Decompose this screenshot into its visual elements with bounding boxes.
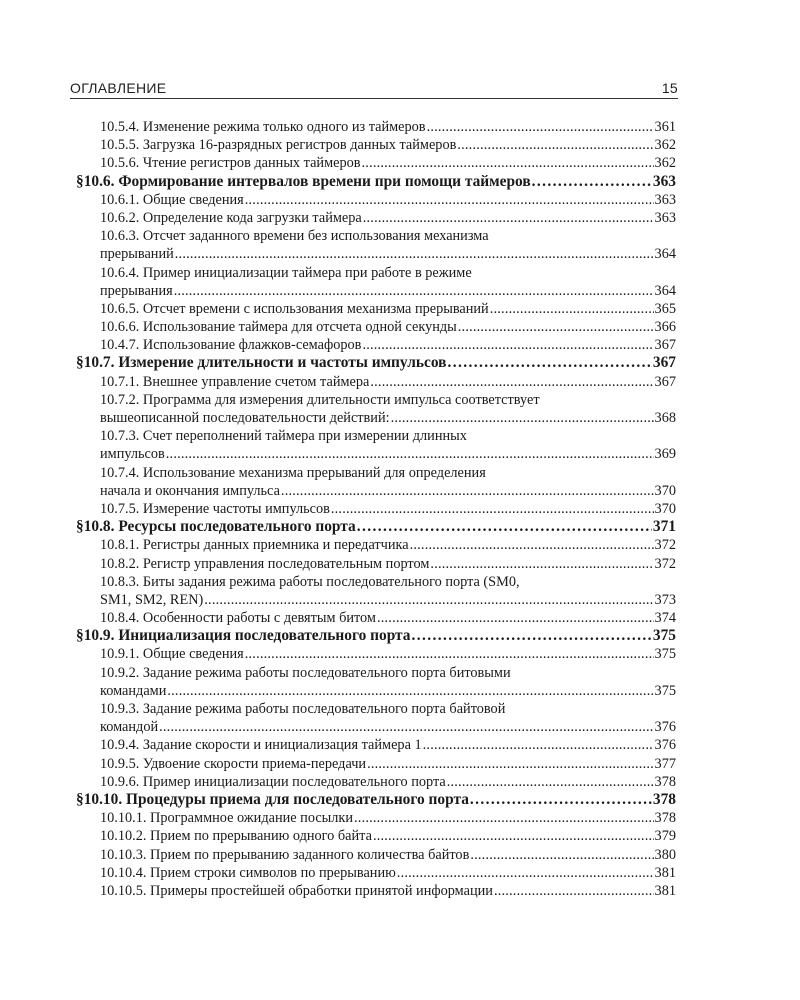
toc-entry-title: прерываний — [100, 246, 174, 263]
toc-entry[interactable] — [76, 609, 676, 627]
toc-entry[interactable] — [76, 191, 676, 209]
toc-entry-page: 365 — [654, 300, 676, 317]
toc-entry[interactable] — [76, 536, 676, 554]
toc-entry-page: 363 — [654, 191, 676, 208]
toc-entry[interactable] — [76, 282, 676, 300]
dot-leader — [159, 718, 653, 736]
toc-entry-page: 367 — [652, 354, 676, 372]
table-of-contents — [76, 118, 676, 900]
toc-entry-title: вышеописанной последовательности действий: — [100, 410, 390, 426]
toc-entry-page: 374 — [654, 610, 676, 627]
running-header — [70, 76, 678, 96]
toc-entry-title: 10.5.5. Загрузка 16-разрядных регистров данных таймеров — [100, 137, 457, 154]
toc-entry-title: 10.9.3. Задание режима работы последовательного порта байтовой — [100, 701, 506, 717]
toc-entry-page: 369 — [654, 446, 676, 463]
header-title: ОГЛАВЛЕНИЕ — [70, 80, 167, 96]
toc-entry[interactable] — [76, 846, 676, 864]
dot-leader — [331, 500, 654, 518]
toc-entry-title: импульсов — [100, 446, 165, 463]
toc-entry-page: 375 — [654, 646, 676, 663]
toc-entry-title: §10.7. Измерение длительности и частоты импульсов — [76, 354, 447, 372]
dot-leader — [245, 191, 654, 209]
toc-entry-title: 10.7.3. Счет переполнений таймера при измерении длинных — [100, 428, 467, 445]
dot-leader — [354, 809, 654, 827]
toc-entry-page: 375 — [654, 682, 676, 699]
toc-entry[interactable] — [76, 154, 676, 172]
toc-entry[interactable] — [76, 573, 676, 591]
toc-entry-page: 376 — [654, 737, 676, 754]
toc-entry-page: 381 — [654, 864, 676, 881]
toc-entry-page: 378 — [652, 790, 676, 808]
dot-leader — [204, 591, 653, 609]
toc-entry-title: 10.9.2. Задание режима работы последовательного порта битовыми — [100, 664, 511, 681]
dot-leader — [362, 336, 653, 354]
toc-entry-title: 10.9.4. Задание скорости и инициализация таймера 1 — [100, 737, 422, 754]
dot-leader — [363, 209, 654, 227]
toc-entry[interactable] — [76, 555, 676, 573]
toc-entry-title: 10.10.2. Прием по прерыванию одного байта — [100, 828, 372, 845]
toc-entry[interactable] — [76, 227, 676, 245]
toc-entry-title: §10.6. Формирование интервалов времени при помощи таймеров — [76, 172, 531, 190]
dot-leader — [423, 736, 654, 754]
toc-entry[interactable] — [76, 682, 676, 700]
toc-entry[interactable] — [76, 664, 676, 682]
toc-entry[interactable] — [76, 500, 676, 518]
toc-entry-title: 10.8.4. Особенности работы с девятым битом — [100, 610, 376, 627]
dot-leader — [490, 300, 654, 318]
dot-leader — [367, 755, 653, 773]
dot-leader — [470, 791, 652, 809]
toc-entry-page: 368 — [654, 410, 676, 426]
toc-entry-page: 367 — [654, 337, 676, 354]
toc-entry-page: 362 — [654, 137, 676, 154]
dot-leader — [377, 609, 654, 627]
dot-leader — [357, 518, 652, 536]
dot-leader — [427, 118, 654, 136]
dot-leader — [458, 318, 654, 336]
dot-leader — [167, 682, 653, 700]
toc-entry-title: 10.4.7. Использование флажков-семафоров — [100, 337, 362, 354]
toc-entry[interactable] — [76, 827, 676, 845]
dot-leader — [430, 555, 653, 573]
toc-entry-title: 10.9.6. Пример инициализации последовательного порта — [100, 773, 446, 790]
dot-leader — [397, 864, 654, 882]
toc-entry[interactable] — [76, 409, 676, 427]
toc-entry-page: 378 — [654, 810, 676, 827]
toc-entry[interactable] — [76, 809, 676, 827]
toc-entry-page: 364 — [654, 246, 676, 263]
toc-entry[interactable] — [76, 209, 676, 227]
toc-entry[interactable] — [76, 700, 676, 718]
toc-entry-title: начала и окончания импульса — [100, 482, 280, 499]
toc-entry-title: 10.5.4. Изменение режима только одного из таймеров — [100, 119, 426, 135]
toc-entry[interactable] — [76, 482, 676, 500]
toc-entry-title: 10.6.3. Отсчет заданного времени без использования механизма — [100, 228, 489, 245]
toc-entry-page: 381 — [654, 882, 676, 899]
toc-entry[interactable] — [76, 336, 676, 354]
dot-leader — [447, 773, 654, 791]
toc-entry[interactable] — [76, 864, 676, 882]
toc-entry[interactable] — [76, 136, 676, 154]
toc-entry-page: 380 — [654, 846, 676, 863]
toc-entry-title: 10.7.1. Внешнее управление счетом таймера — [100, 373, 370, 390]
toc-entry-page: 379 — [654, 828, 676, 845]
toc-entry-page: 372 — [654, 555, 676, 572]
toc-entry[interactable] — [76, 755, 676, 773]
toc-entry[interactable] — [76, 736, 676, 754]
toc-entry-title: командой — [100, 719, 159, 736]
toc-entry-title: 10.10.5. Примеры простейшей обработки принятой информации — [100, 882, 493, 899]
header-page-number: 15 — [661, 80, 678, 96]
toc-entry-title: §10.8. Ресурсы последовательного порта — [76, 518, 356, 536]
toc-entry-title: 10.9.5. Удвоение скорости приема-передачи — [100, 755, 367, 772]
toc-entry-page: 361 — [654, 119, 676, 135]
dot-leader — [362, 154, 654, 172]
toc-entry-title: прерывания — [100, 282, 173, 299]
header-rule — [70, 98, 678, 99]
toc-entry[interactable] — [76, 464, 676, 482]
toc-entry-page: 376 — [654, 719, 676, 736]
toc-entry-page: 364 — [654, 282, 676, 299]
toc-entry-title: §10.9. Инициализация последовательного порта — [76, 627, 411, 645]
toc-entry-page: 367 — [654, 373, 676, 390]
toc-entry[interactable] — [76, 318, 676, 336]
toc-entry-page: 362 — [654, 155, 676, 172]
dot-leader — [447, 354, 651, 372]
toc-entry-page: 363 — [654, 209, 676, 226]
toc-entry-title: 10.8.3. Биты задания режима работы последовательного порта (SM0, — [100, 573, 520, 590]
toc-section-entry[interactable] — [76, 791, 676, 809]
toc-entry[interactable] — [76, 427, 676, 445]
toc-entry[interactable] — [76, 445, 676, 463]
toc-entry-page: 372 — [654, 537, 676, 554]
toc-entry-title: 10.9.1. Общие сведения — [100, 646, 244, 663]
toc-entry[interactable] — [76, 718, 676, 736]
toc-entry-title: 10.6.2. Определение кода загрузки таймера — [100, 209, 362, 226]
toc-entry-title: §10.10. Процедуры приема для последовательного порта — [76, 790, 469, 808]
toc-entry[interactable] — [76, 373, 676, 391]
toc-section-entry[interactable] — [76, 354, 676, 372]
toc-entry-page: 377 — [654, 755, 676, 772]
toc-entry-page: 373 — [654, 591, 676, 608]
toc-section-entry[interactable] — [76, 173, 676, 191]
toc-entry-title: 10.7.5. Измерение частоты импульсов — [100, 500, 330, 517]
dot-leader — [412, 627, 652, 645]
toc-entry-title: 10.10.1. Программное ожидание посылки — [100, 810, 354, 827]
toc-entry[interactable] — [76, 882, 676, 900]
toc-entry-title: SM1, SM2, REN) — [100, 591, 204, 608]
toc-entry[interactable] — [76, 591, 676, 609]
toc-entry[interactable] — [76, 645, 676, 663]
toc-entry[interactable] — [76, 245, 676, 263]
dot-leader — [281, 482, 654, 500]
toc-entry[interactable] — [76, 300, 676, 318]
toc-entry-title: 10.5.6. Чтение регистров данных таймеров — [100, 155, 361, 172]
toc-entry-title: 10.6.4. Пример инициализации таймера при работе в режиме — [100, 264, 472, 281]
toc-entry[interactable] — [76, 118, 676, 136]
toc-entry-page: 375 — [652, 627, 676, 645]
toc-entry-title: 10.8.2. Регистр управления последовательным портом — [100, 555, 430, 572]
toc-entry-page: 363 — [652, 172, 676, 190]
toc-entry-title: командами — [100, 682, 167, 699]
dot-leader — [457, 136, 653, 154]
toc-entry-title: 10.6.6. Использование таймера для отсчета одной секунды — [100, 319, 457, 336]
toc-entry-page: 370 — [654, 500, 676, 517]
dot-leader — [532, 173, 652, 191]
toc-entry-page: 378 — [654, 773, 676, 790]
toc-entry-title: 10.6.1. Общие сведения — [100, 191, 244, 208]
toc-entry[interactable] — [76, 264, 676, 282]
toc-entry-title: 10.7.2. Программа для измерения длительности импульса соответствует — [100, 391, 540, 408]
dot-leader — [470, 846, 653, 864]
dot-leader — [174, 282, 654, 300]
dot-leader — [391, 409, 654, 427]
dot-leader — [370, 373, 653, 391]
toc-entry-page: 366 — [654, 319, 676, 336]
toc-entry-page: 370 — [654, 482, 676, 499]
toc-section-entry[interactable] — [76, 627, 676, 645]
toc-entry[interactable] — [76, 773, 676, 791]
dot-leader — [410, 536, 654, 554]
toc-entry-title: 10.10.4. Прием строки символов по прерыванию — [100, 864, 396, 881]
dot-leader — [494, 882, 654, 900]
dot-leader — [175, 245, 654, 263]
toc-section-entry[interactable] — [76, 518, 676, 536]
toc-entry-title: 10.6.5. Отсчет времени с использования механизма прерываний — [100, 300, 489, 317]
dot-leader — [373, 827, 654, 845]
toc-entry-page: 371 — [652, 518, 676, 536]
toc-entry-title: 10.7.4. Использование механизма прерываний для определения — [100, 464, 486, 481]
dot-leader — [166, 445, 654, 463]
toc-entry-title: 10.10.3. Прием по прерыванию заданного количества байтов — [100, 846, 470, 863]
toc-entry[interactable] — [76, 391, 676, 409]
dot-leader — [245, 645, 654, 663]
toc-entry-title: 10.8.1. Регистры данных приемника и передатчика — [100, 537, 409, 554]
